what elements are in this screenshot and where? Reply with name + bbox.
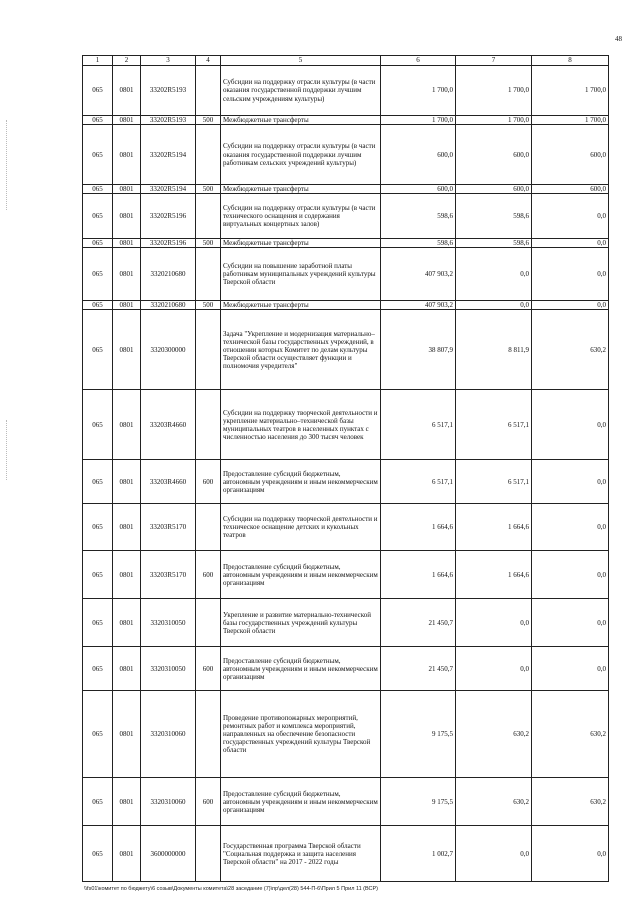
- item-description: Проведение противопожарных мероприятий, ремонтных работ и комплекса мероприятий, направленных на обеспечение безопасности государственных учреждений культуры Тверской области: [221, 691, 381, 778]
- item-description: Укрепление и развитие материально-технической базы государственных учреждений культуры Тверской области: [221, 599, 381, 647]
- expense-type-code: 500: [196, 116, 221, 125]
- amount-year-3: 0,0: [532, 301, 609, 310]
- column-header: 6: [381, 56, 456, 66]
- target-article-code: 33202R5193: [141, 116, 196, 125]
- amount-year-3: 630,2: [532, 778, 609, 826]
- ministry-code: 065: [83, 248, 113, 301]
- amount-year-3: 0,0: [532, 551, 609, 599]
- amount-year-1: 598,6: [381, 194, 456, 239]
- amount-year-1: 38 807,9: [381, 310, 456, 390]
- target-article-code: 3320310060: [141, 778, 196, 826]
- section-code: 0801: [113, 185, 141, 194]
- amount-year-1: 407 903,2: [381, 301, 456, 310]
- column-header: 2: [113, 56, 141, 66]
- amount-year-2: 0,0: [456, 826, 532, 882]
- section-code: 0801: [113, 691, 141, 778]
- section-code: 0801: [113, 125, 141, 185]
- target-article-code: 3320210680: [141, 301, 196, 310]
- section-code: 0801: [113, 647, 141, 691]
- amount-year-3: 0,0: [532, 248, 609, 301]
- expense-type-code: [196, 599, 221, 647]
- target-article-code: 3600000000: [141, 826, 196, 882]
- table-row: [83, 551, 609, 599]
- amount-year-2: 0,0: [456, 599, 532, 647]
- scan-margin-mark: [6, 120, 9, 210]
- ministry-code: 065: [83, 390, 113, 460]
- item-description: Межбюджетные трансферты: [221, 185, 381, 194]
- table-row: [83, 599, 609, 647]
- amount-year-1: 21 450,7: [381, 647, 456, 691]
- amount-year-1: 600,0: [381, 185, 456, 194]
- ministry-code: 065: [83, 185, 113, 194]
- target-article-code: 33202R5196: [141, 194, 196, 239]
- ministry-code: 065: [83, 194, 113, 239]
- ministry-code: 065: [83, 504, 113, 551]
- amount-year-3: 0,0: [532, 826, 609, 882]
- target-article-code: 33202R5193: [141, 66, 196, 116]
- expense-type-code: [196, 504, 221, 551]
- target-article-code: 3320210680: [141, 248, 196, 301]
- section-code: 0801: [113, 504, 141, 551]
- scan-margin-mark: [6, 420, 9, 480]
- table-row: [83, 778, 609, 826]
- ministry-code: 065: [83, 460, 113, 504]
- target-article-code: 33203R4660: [141, 460, 196, 504]
- column-header: 1: [83, 56, 113, 66]
- target-article-code: 33203R4660: [141, 390, 196, 460]
- expense-type-code: 600: [196, 551, 221, 599]
- amount-year-1: 9 175,5: [381, 778, 456, 826]
- target-article-code: 33202R5194: [141, 185, 196, 194]
- table-row: [83, 301, 609, 310]
- amount-year-3: 0,0: [532, 390, 609, 460]
- amount-year-1: 9 175,5: [381, 691, 456, 778]
- section-code: 0801: [113, 116, 141, 125]
- table-row: [83, 826, 609, 882]
- item-description: Межбюджетные трансферты: [221, 239, 381, 248]
- header-row: [83, 56, 609, 66]
- amount-year-1: 1 700,0: [381, 116, 456, 125]
- section-code: 0801: [113, 301, 141, 310]
- table-row: [83, 194, 609, 239]
- column-header: 8: [532, 56, 609, 66]
- amount-year-1: 6 517,1: [381, 460, 456, 504]
- amount-year-1: 407 903,2: [381, 248, 456, 301]
- amount-year-2: 6 517,1: [456, 460, 532, 504]
- amount-year-2: 600,0: [456, 185, 532, 194]
- amount-year-2: 0,0: [456, 647, 532, 691]
- amount-year-2: 598,6: [456, 239, 532, 248]
- ministry-code: 065: [83, 599, 113, 647]
- item-description: Задача "Укрепление и модернизация материально–технической базы государственных учреждений, в отношении которых Комитет по делам культуры Тверской области осуществляет функции и полномочия учредителя": [221, 310, 381, 390]
- expense-type-code: 600: [196, 647, 221, 691]
- table-row: [83, 647, 609, 691]
- item-description: Субсидии на поддержку отрасли культуры (в части оказания государственной поддержки лучшим сельским учреждениям культуры): [221, 66, 381, 116]
- ministry-code: 065: [83, 310, 113, 390]
- amount-year-1: 21 450,7: [381, 599, 456, 647]
- budget-table: [82, 55, 609, 882]
- column-header: 3: [141, 56, 196, 66]
- amount-year-2: 1 664,6: [456, 504, 532, 551]
- ministry-code: 065: [83, 301, 113, 310]
- amount-year-3: 1 700,0: [532, 66, 609, 116]
- amount-year-2: 8 811,9: [456, 310, 532, 390]
- amount-year-2: 630,2: [456, 691, 532, 778]
- ministry-code: 065: [83, 647, 113, 691]
- amount-year-3: 600,0: [532, 125, 609, 185]
- target-article-code: 33202R5194: [141, 125, 196, 185]
- amount-year-3: 630,2: [532, 691, 609, 778]
- amount-year-1: 6 517,1: [381, 390, 456, 460]
- target-article-code: 3320310060: [141, 691, 196, 778]
- amount-year-1: 1 700,0: [381, 66, 456, 116]
- section-code: 0801: [113, 248, 141, 301]
- amount-year-1: 1 664,6: [381, 504, 456, 551]
- amount-year-3: 0,0: [532, 239, 609, 248]
- amount-year-1: 1 002,7: [381, 826, 456, 882]
- amount-year-3: 0,0: [532, 194, 609, 239]
- expense-type-code: 600: [196, 778, 221, 826]
- table-row: [83, 239, 609, 248]
- table-row: [83, 390, 609, 460]
- ministry-code: 065: [83, 826, 113, 882]
- expense-type-code: [196, 390, 221, 460]
- table-row: [83, 248, 609, 301]
- file-path-footer: \\fs01\комитет по бюджету\6 созыв\Документы комитета\28 заседание (7)\пр\дел(28) 544-П-6\Прил 5 Прил 11 (ВСР): [84, 886, 378, 892]
- target-article-code: 3320310050: [141, 599, 196, 647]
- item-description: Субсидии на поддержку творческой деятельности и техническое оснащение детских и кукольных театров: [221, 504, 381, 551]
- expense-type-code: 500: [196, 185, 221, 194]
- amount-year-2: 0,0: [456, 248, 532, 301]
- expense-type-code: [196, 194, 221, 239]
- amount-year-2: 0,0: [456, 301, 532, 310]
- section-code: 0801: [113, 66, 141, 116]
- item-description: Предоставление субсидий бюджетным, автономным учреждениям и иным некоммерческим организациям: [221, 460, 381, 504]
- expense-type-code: 500: [196, 301, 221, 310]
- expense-type-code: [196, 66, 221, 116]
- ministry-code: 065: [83, 239, 113, 248]
- table-row: [83, 185, 609, 194]
- ministry-code: 065: [83, 551, 113, 599]
- item-description: Предоставление субсидий бюджетным, автономным учреждениям и иным некоммерческим организациям: [221, 647, 381, 691]
- ministry-code: 065: [83, 116, 113, 125]
- column-header: 5: [221, 56, 381, 66]
- item-description: Субсидии на поддержку отрасли культуры (в части технического оснащения и содержания виртуальных концертных залов): [221, 194, 381, 239]
- amount-year-3: 1 700,0: [532, 116, 609, 125]
- ministry-code: 065: [83, 691, 113, 778]
- section-code: 0801: [113, 194, 141, 239]
- column-header: 7: [456, 56, 532, 66]
- table-row: [83, 66, 609, 116]
- section-code: 0801: [113, 826, 141, 882]
- section-code: 0801: [113, 239, 141, 248]
- expense-type-code: 500: [196, 239, 221, 248]
- section-code: 0801: [113, 460, 141, 504]
- table-row: [83, 504, 609, 551]
- amount-year-3: 0,0: [532, 504, 609, 551]
- item-description: Межбюджетные трансферты: [221, 116, 381, 125]
- target-article-code: 3320310050: [141, 647, 196, 691]
- expense-type-code: 600: [196, 460, 221, 504]
- amount-year-2: 598,6: [456, 194, 532, 239]
- expense-type-code: [196, 125, 221, 185]
- expense-type-code: [196, 826, 221, 882]
- amount-year-3: 0,0: [532, 599, 609, 647]
- column-header: 4: [196, 56, 221, 66]
- table-row: [83, 691, 609, 778]
- amount-year-2: 1 700,0: [456, 66, 532, 116]
- amount-year-2: 600,0: [456, 125, 532, 185]
- ministry-code: 065: [83, 125, 113, 185]
- item-description: Предоставление субсидий бюджетным, автономным учреждениям и иным некоммерческим организациям: [221, 551, 381, 599]
- section-code: 0801: [113, 778, 141, 826]
- ministry-code: 065: [83, 66, 113, 116]
- section-code: 0801: [113, 310, 141, 390]
- amount-year-1: 598,6: [381, 239, 456, 248]
- ministry-code: 065: [83, 778, 113, 826]
- table-row: [83, 310, 609, 390]
- amount-year-3: 0,0: [532, 460, 609, 504]
- amount-year-2: 630,2: [456, 778, 532, 826]
- amount-year-1: 600,0: [381, 125, 456, 185]
- amount-year-3: 630,2: [532, 310, 609, 390]
- page-number: 48: [615, 35, 622, 43]
- item-description: Государственная программа Тверской области "Социальная поддержка и защита населения Тверской области" на 2017 - 2022 годы: [221, 826, 381, 882]
- target-article-code: 33203R5170: [141, 551, 196, 599]
- amount-year-3: 600,0: [532, 185, 609, 194]
- amount-year-2: 6 517,1: [456, 390, 532, 460]
- amount-year-2: 1 664,6: [456, 551, 532, 599]
- item-description: Субсидии на поддержку творческой деятельности и укрепление материально–технической базы муниципальных театров в населенных пунктах с численностью населения до 300 тысяч человек: [221, 390, 381, 460]
- amount-year-1: 1 664,6: [381, 551, 456, 599]
- target-article-code: 33202R5196: [141, 239, 196, 248]
- table-row: [83, 460, 609, 504]
- target-article-code: 33203R5170: [141, 504, 196, 551]
- table-row: [83, 116, 609, 125]
- item-description: Межбюджетные трансферты: [221, 301, 381, 310]
- section-code: 0801: [113, 390, 141, 460]
- expense-type-code: [196, 248, 221, 301]
- item-description: Субсидии на поддержку отрасли культуры (в части оказания государственной поддержки лучшим работникам сельских учреждений культуры): [221, 125, 381, 185]
- amount-year-3: 0,0: [532, 647, 609, 691]
- table-row: [83, 125, 609, 185]
- item-description: Предоставление субсидий бюджетным, автономным учреждениям и иным некоммерческим организациям: [221, 778, 381, 826]
- expense-type-code: [196, 691, 221, 778]
- amount-year-2: 1 700,0: [456, 116, 532, 125]
- expense-type-code: [196, 310, 221, 390]
- section-code: 0801: [113, 551, 141, 599]
- item-description: Субсидии на повышение заработной платы работникам муниципальных учреждений культуры Тверской области: [221, 248, 381, 301]
- target-article-code: 3320300000: [141, 310, 196, 390]
- section-code: 0801: [113, 599, 141, 647]
